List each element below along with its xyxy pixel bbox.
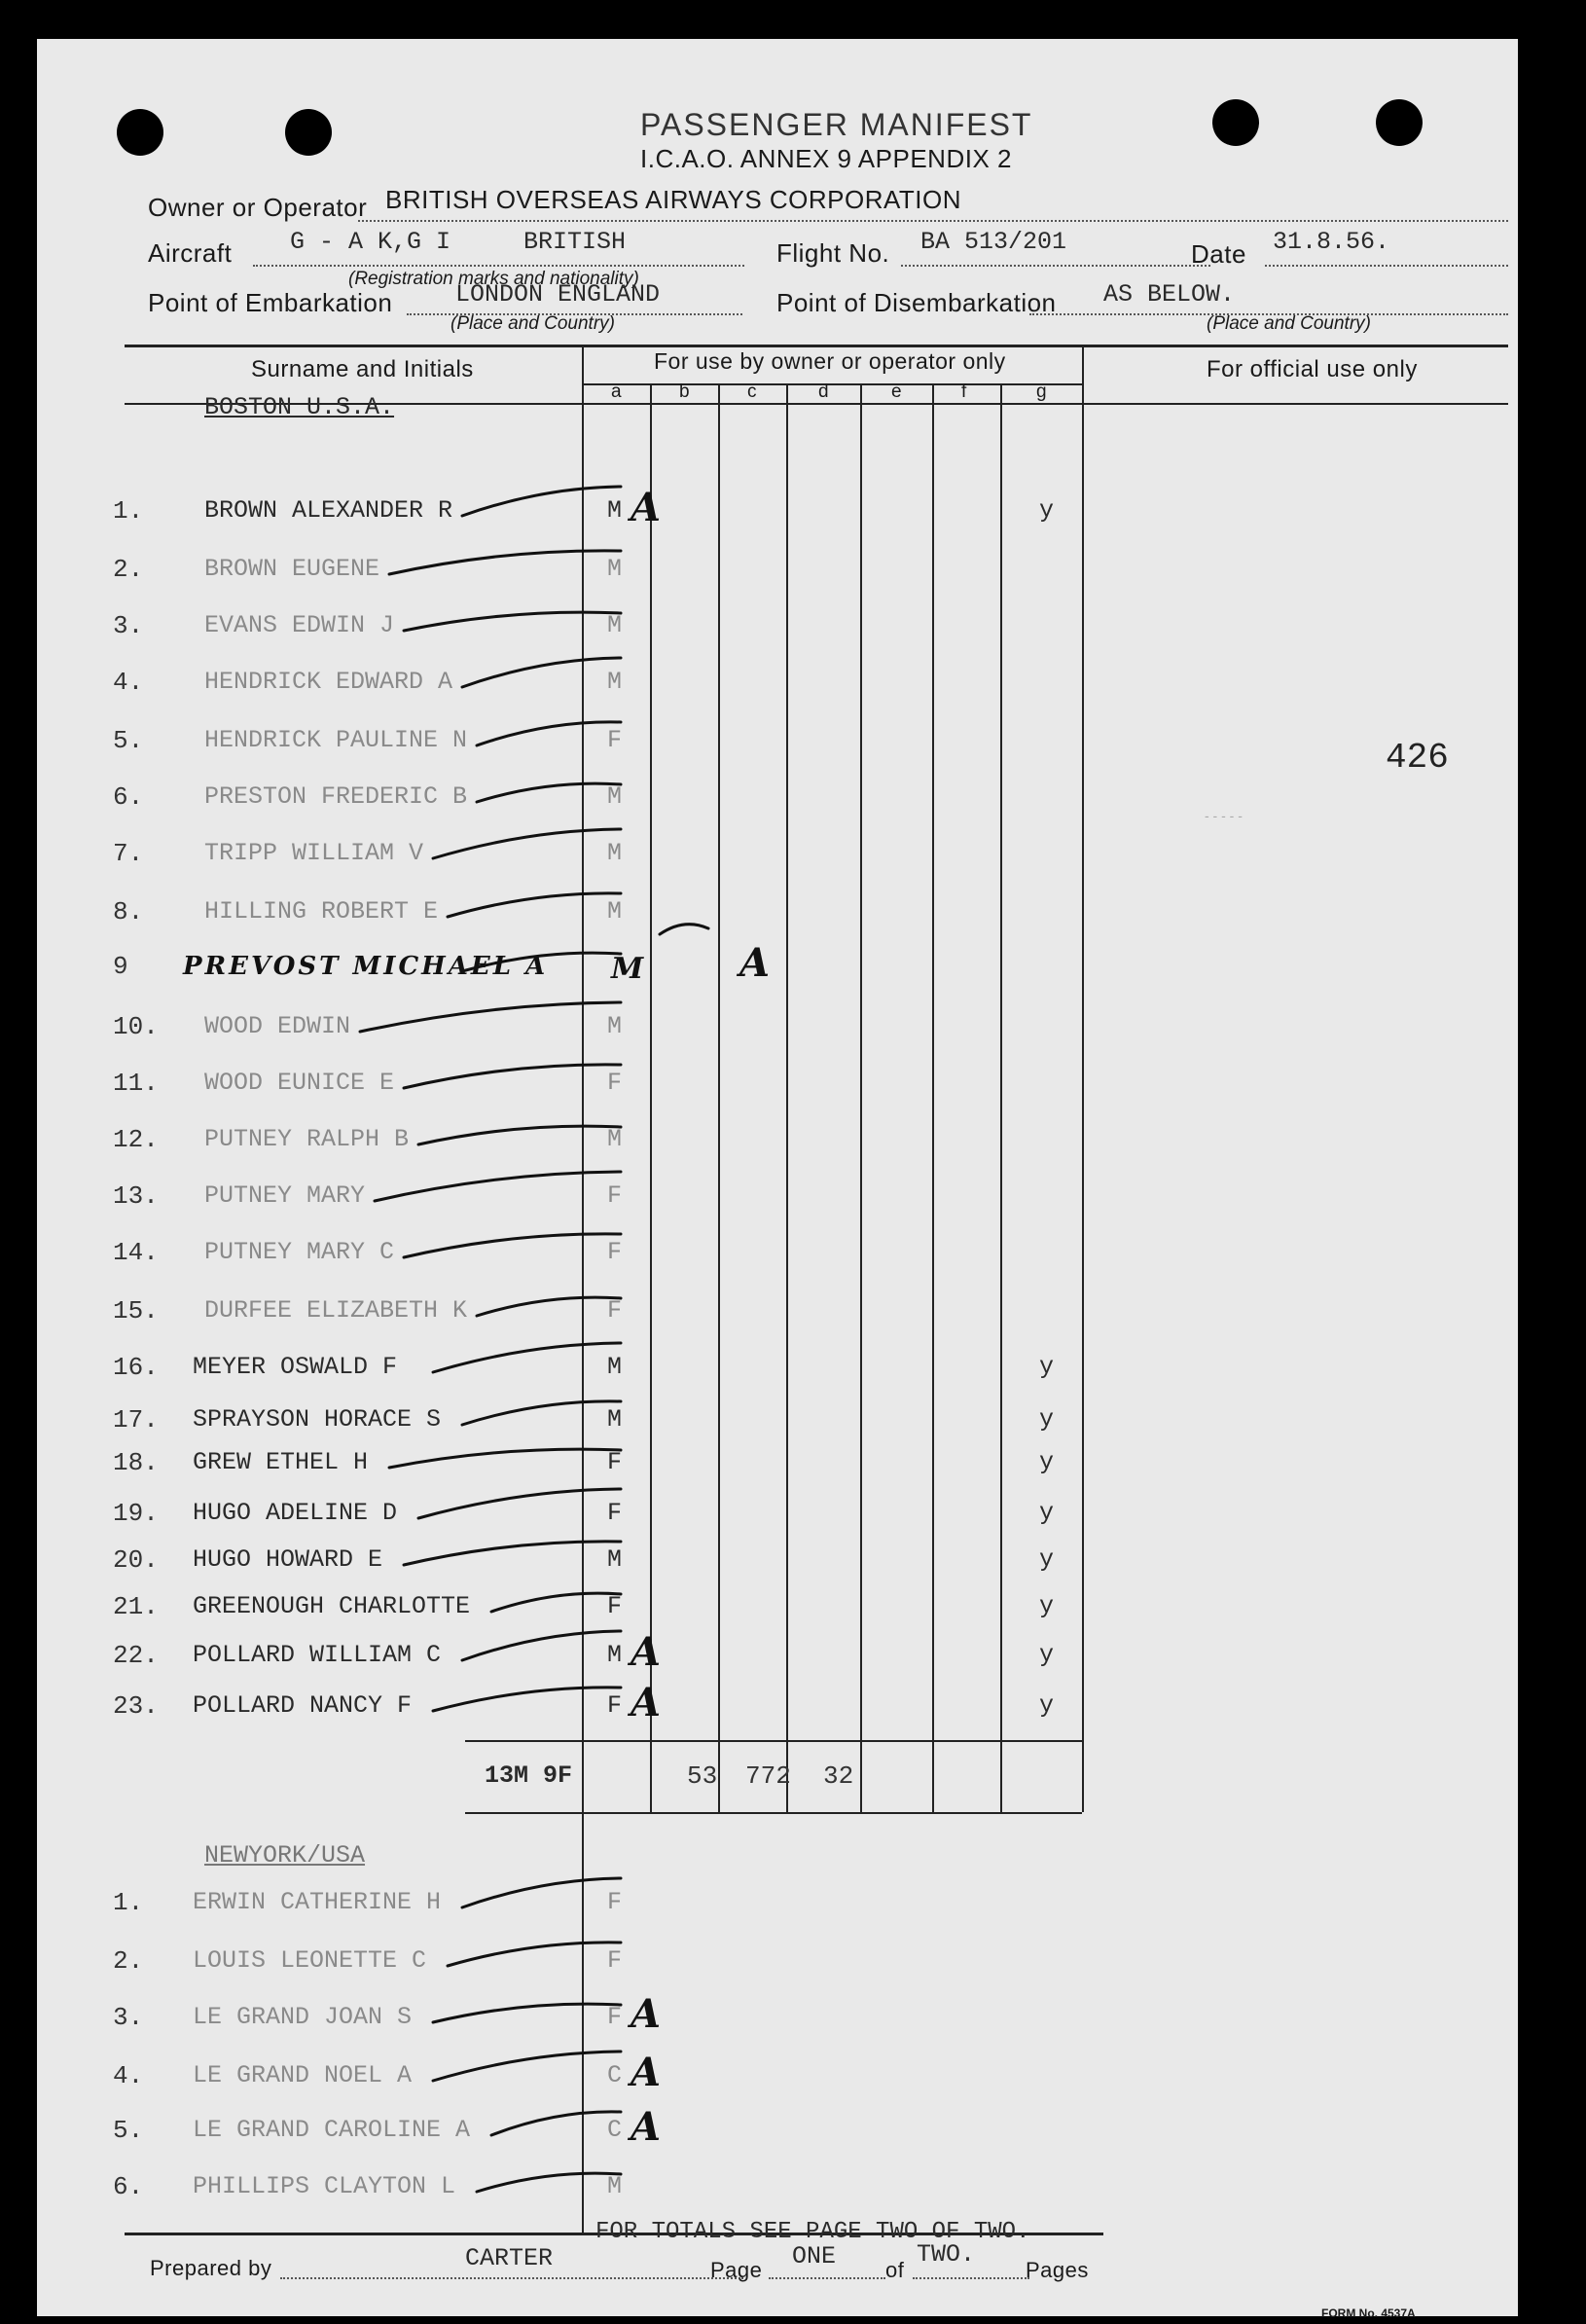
pages-label: Pages	[1026, 2258, 1089, 2282]
passenger-name: POLLARD NANCY F	[193, 1691, 413, 1720]
sub-column-a: a	[611, 381, 622, 402]
row-number: 4.	[113, 2061, 144, 2090]
sex-code: M	[611, 952, 644, 986]
row-number: 20.	[113, 1545, 159, 1575]
tick-stroke	[404, 1542, 621, 1565]
column-g-value: y	[1039, 1353, 1055, 1381]
totals-bottom-rule	[465, 1812, 1082, 1814]
tick-stroke	[491, 2112, 621, 2135]
row-number: 10.	[113, 1012, 159, 1041]
sex-code: M	[607, 611, 623, 639]
tick-stroke	[448, 1943, 621, 1966]
sub-column-d: d	[818, 381, 829, 402]
passenger-name: HILLING ROBERT E	[204, 897, 439, 926]
passenger-name: WOOD EDWIN	[204, 1012, 351, 1040]
tick-stroke	[433, 2052, 621, 2081]
page-label: Page	[710, 2258, 763, 2282]
aircraft-line	[253, 265, 744, 267]
passenger-name: LE GRAND NOEL A	[193, 2061, 413, 2089]
row-number: 22.	[113, 1641, 159, 1670]
column-g-value: y	[1039, 1592, 1055, 1620]
tick-stroke	[660, 925, 708, 934]
passenger-name: HENDRICK PAULINE N	[204, 726, 468, 754]
col-name-header: Surname and Initials	[251, 356, 474, 382]
sex-code: F	[607, 1946, 623, 1975]
tick-stroke	[448, 893, 621, 917]
passenger-name: LE GRAND CAROLINE A	[193, 2116, 471, 2144]
sex-code: M	[607, 555, 623, 583]
table-top-rule	[125, 345, 1508, 347]
sex-code: C	[607, 2061, 623, 2089]
passenger-name: HUGO ADELINE D	[193, 1499, 398, 1527]
tick-stroke	[491, 1593, 621, 1612]
col-official-header: For official use only	[1207, 356, 1418, 382]
row-number: 6.	[113, 782, 144, 812]
of-line	[913, 2277, 1029, 2279]
tick-stroke	[404, 1234, 621, 1257]
tick-stroke	[477, 2173, 621, 2192]
punch-hole-right-2	[1376, 99, 1423, 146]
passenger-name: WOOD EUNICE E	[204, 1069, 395, 1097]
column-g-value: y	[1039, 1448, 1055, 1476]
col-divider-name	[582, 345, 584, 2233]
checked-mark: A	[631, 1629, 662, 1675]
of-value: TWO.	[917, 2240, 976, 2269]
row-number: 9	[113, 952, 128, 981]
totals-top-rule	[465, 1740, 1082, 1742]
sex-code: F	[607, 1069, 623, 1097]
of-label: of	[885, 2258, 905, 2282]
prepared-label: Prepared by	[150, 2256, 272, 2280]
group2-destination: NEWYORK/USA	[204, 1841, 366, 1870]
prepared-value: CARTER	[465, 2244, 554, 2272]
tick-stroke	[433, 2004, 621, 2022]
tick-stroke	[477, 722, 621, 745]
totals-c: 772	[745, 1761, 791, 1791]
sex-code: F	[607, 1448, 623, 1476]
sub-column-b: b	[679, 381, 690, 402]
row-number: 1.	[113, 496, 144, 526]
tick-stroke	[462, 487, 621, 516]
passenger-name: POLLARD WILLIAM C	[193, 1641, 442, 1669]
embark-note: (Place and Country)	[451, 313, 615, 334]
form-number: FORM No. 4537A	[1321, 2306, 1416, 2320]
sex-code: M	[607, 496, 623, 525]
column-g-value: y	[1039, 1691, 1055, 1720]
row-number: 13.	[113, 1181, 159, 1211]
sex-code: F	[607, 1592, 623, 1620]
row-number: 12.	[113, 1125, 159, 1154]
sex-code: F	[607, 1499, 623, 1527]
sex-code: F	[607, 1181, 623, 1210]
flight-line	[901, 265, 1210, 267]
passenger-name: PUTNEY RALPH B	[204, 1125, 410, 1153]
sex-code: F	[607, 726, 623, 754]
tick-stroke	[462, 1878, 621, 1907]
aircraft-note: (Registration marks and nationality)	[348, 269, 639, 289]
row-number: 23.	[113, 1691, 159, 1721]
tick-stroke	[375, 1172, 621, 1201]
sex-code: M	[607, 1545, 623, 1574]
row-number: 15.	[113, 1296, 159, 1325]
passenger-name: HUGO HOWARD E	[193, 1545, 383, 1574]
row-number: 19.	[113, 1499, 159, 1528]
passenger-name: MEYER OSWALD F	[193, 1353, 398, 1381]
passenger-name: TRIPP WILLIAM V	[204, 839, 424, 867]
passenger-name: ERWIN CATHERINE H	[193, 1888, 442, 1916]
row-number: 2.	[113, 555, 144, 584]
totals-d: 32	[823, 1761, 854, 1791]
passenger-name: LE GRAND JOAN S	[193, 2003, 413, 2031]
aircraft-label: Aircraft	[148, 238, 233, 268]
row-number: 18.	[113, 1448, 159, 1477]
col-divider-official	[1082, 345, 1084, 1812]
sex-code: F	[607, 1238, 623, 1266]
punch-hole-left-1	[117, 109, 163, 156]
col-divider-e	[932, 383, 934, 1812]
tick-stroke	[389, 551, 621, 574]
sex-code: C	[607, 2116, 623, 2144]
sex-code: M	[607, 668, 623, 696]
checked-mark: A	[631, 1680, 662, 1725]
faint-dashes: - - - - -	[1205, 808, 1243, 823]
totals-b: 53	[687, 1761, 718, 1791]
passenger-name: HENDRICK EDWARD A	[204, 668, 453, 696]
passenger-name: PUTNEY MARY	[204, 1181, 366, 1210]
row-number: 14.	[113, 1238, 159, 1267]
owner-value: BRITISH OVERSEAS AIRWAYS CORPORATION	[385, 185, 962, 214]
sex-code: F	[607, 1296, 623, 1325]
tick-stroke	[389, 1449, 621, 1468]
sex-code: F	[607, 2003, 623, 2031]
row-number: 5.	[113, 726, 144, 755]
row-number: 2.	[113, 1946, 144, 1976]
totals-label: 13M 9F	[485, 1761, 573, 1790]
column-g-value: y	[1039, 1641, 1055, 1669]
row-number: 7.	[113, 839, 144, 868]
row-number: 1.	[113, 1888, 144, 1917]
col-divider-a	[650, 383, 652, 1812]
passenger-name: LOUIS LEONETTE C	[193, 1946, 427, 1975]
col-divider-d	[860, 383, 862, 1812]
embark-value: LONDON ENGLAND	[455, 280, 661, 309]
flight-label: Flight No.	[776, 238, 890, 268]
col-divider-c	[786, 383, 788, 1812]
tick-stroke	[404, 612, 621, 631]
sub-column-f: f	[961, 381, 967, 402]
row-number: 17.	[113, 1405, 159, 1434]
date-label: Date	[1191, 239, 1246, 269]
column-g-value: y	[1039, 1545, 1055, 1574]
page-line	[769, 2277, 885, 2279]
tick-stroke	[462, 1401, 621, 1425]
column-g-value: y	[1039, 496, 1055, 525]
passenger-name: PRESTON FREDERIC B	[204, 782, 468, 811]
aircraft-value: G - A K,G I BRITISH	[290, 228, 627, 256]
sub-column-c: c	[747, 381, 757, 402]
row-number: 8.	[113, 897, 144, 926]
manifest-sheet	[37, 39, 1518, 2320]
checked-mark: A	[631, 1991, 662, 2037]
sub-column-e: e	[891, 381, 902, 402]
disembark-value: AS BELOW.	[1103, 280, 1236, 309]
passenger-name: BROWN EUGENE	[204, 555, 380, 583]
column-g-value: y	[1039, 1499, 1055, 1527]
date-line	[1265, 265, 1508, 267]
checked-mark: A	[631, 485, 662, 530]
checked-mark: A	[631, 2104, 662, 2150]
sex-code: F	[607, 1691, 623, 1720]
passenger-name: PUTNEY MARY C	[204, 1238, 395, 1266]
sex-code: M	[607, 1012, 623, 1040]
tick-stroke	[433, 829, 621, 858]
row-number: 21.	[113, 1592, 159, 1621]
sex-code: M	[607, 1405, 623, 1434]
tick-stroke	[462, 1631, 621, 1660]
checked-mark: A	[739, 940, 771, 986]
col-owner-header: For use by owner or operator only	[654, 348, 1006, 374]
embark-label: Point of Embarkation	[148, 288, 393, 317]
owner-label: Owner or Operator	[148, 193, 368, 222]
row-number: 16.	[113, 1353, 159, 1382]
sex-code: M	[607, 2172, 623, 2200]
sex-code: M	[607, 1353, 623, 1381]
subheader-rule	[582, 383, 1082, 385]
passenger-name: PREVOST MICHAEL A	[183, 952, 549, 981]
owner-line	[358, 220, 1508, 222]
passenger-name: DURFEE ELIZABETH K	[204, 1296, 468, 1325]
punch-hole-right-1	[1212, 99, 1259, 146]
passenger-name: EVANS EDWIN J	[204, 611, 395, 639]
checked-mark: A	[631, 2050, 662, 2095]
group1-destination: BOSTON U.S.A.	[204, 393, 395, 421]
row-number: 3.	[113, 2003, 144, 2032]
sex-code: F	[607, 1888, 623, 1916]
tick-stroke	[477, 1297, 621, 1316]
tick-stroke	[418, 1126, 621, 1144]
passenger-name: PHILLIPS CLAYTON L	[193, 2172, 456, 2200]
totals-note: FOR TOTALS SEE PAGE TWO OF TWO.	[595, 2219, 1030, 2245]
tick-stroke	[477, 783, 621, 802]
tick-stroke	[433, 1343, 621, 1372]
date-value: 31.8.56.	[1273, 228, 1390, 256]
tick-stroke	[404, 1065, 621, 1088]
passenger-name: BROWN ALEXANDER R	[204, 496, 453, 525]
col-divider-b	[718, 383, 720, 1812]
form-subtitle: I.C.A.O. ANNEX 9 APPENDIX 2	[640, 144, 1012, 173]
sex-code: M	[607, 897, 623, 926]
column-g-value: y	[1039, 1405, 1055, 1434]
sub-column-g: g	[1036, 381, 1047, 402]
sex-code: M	[607, 839, 623, 867]
passenger-name: SPRAYSON HORACE S	[193, 1405, 442, 1434]
disembark-label: Point of Disembarkation	[776, 288, 1057, 317]
tick-stroke	[418, 1489, 621, 1518]
punch-hole-left-2	[285, 109, 332, 156]
passenger-name: GREW ETHEL H	[193, 1448, 369, 1476]
disembark-note: (Place and Country)	[1207, 313, 1371, 334]
tick-stroke	[433, 1688, 621, 1711]
sex-code: M	[607, 1125, 623, 1153]
passenger-name: GREENOUGH CHARLOTTE	[193, 1592, 471, 1620]
col-divider-f	[1000, 383, 1002, 1812]
row-number: 4.	[113, 668, 144, 697]
page-value: ONE	[792, 2242, 837, 2270]
prepared-line	[280, 2277, 743, 2279]
flight-value: BA 513/201	[920, 228, 1067, 256]
form-title: PASSENGER MANIFEST	[640, 107, 1033, 142]
tick-stroke	[462, 658, 621, 687]
row-number: 6.	[113, 2172, 144, 2201]
sex-code: M	[607, 1641, 623, 1669]
row-number: 3.	[113, 611, 144, 640]
official-note: 426	[1386, 738, 1449, 778]
row-number: 5.	[113, 2116, 144, 2145]
row-number: 11.	[113, 1069, 159, 1098]
sex-code: M	[607, 782, 623, 811]
